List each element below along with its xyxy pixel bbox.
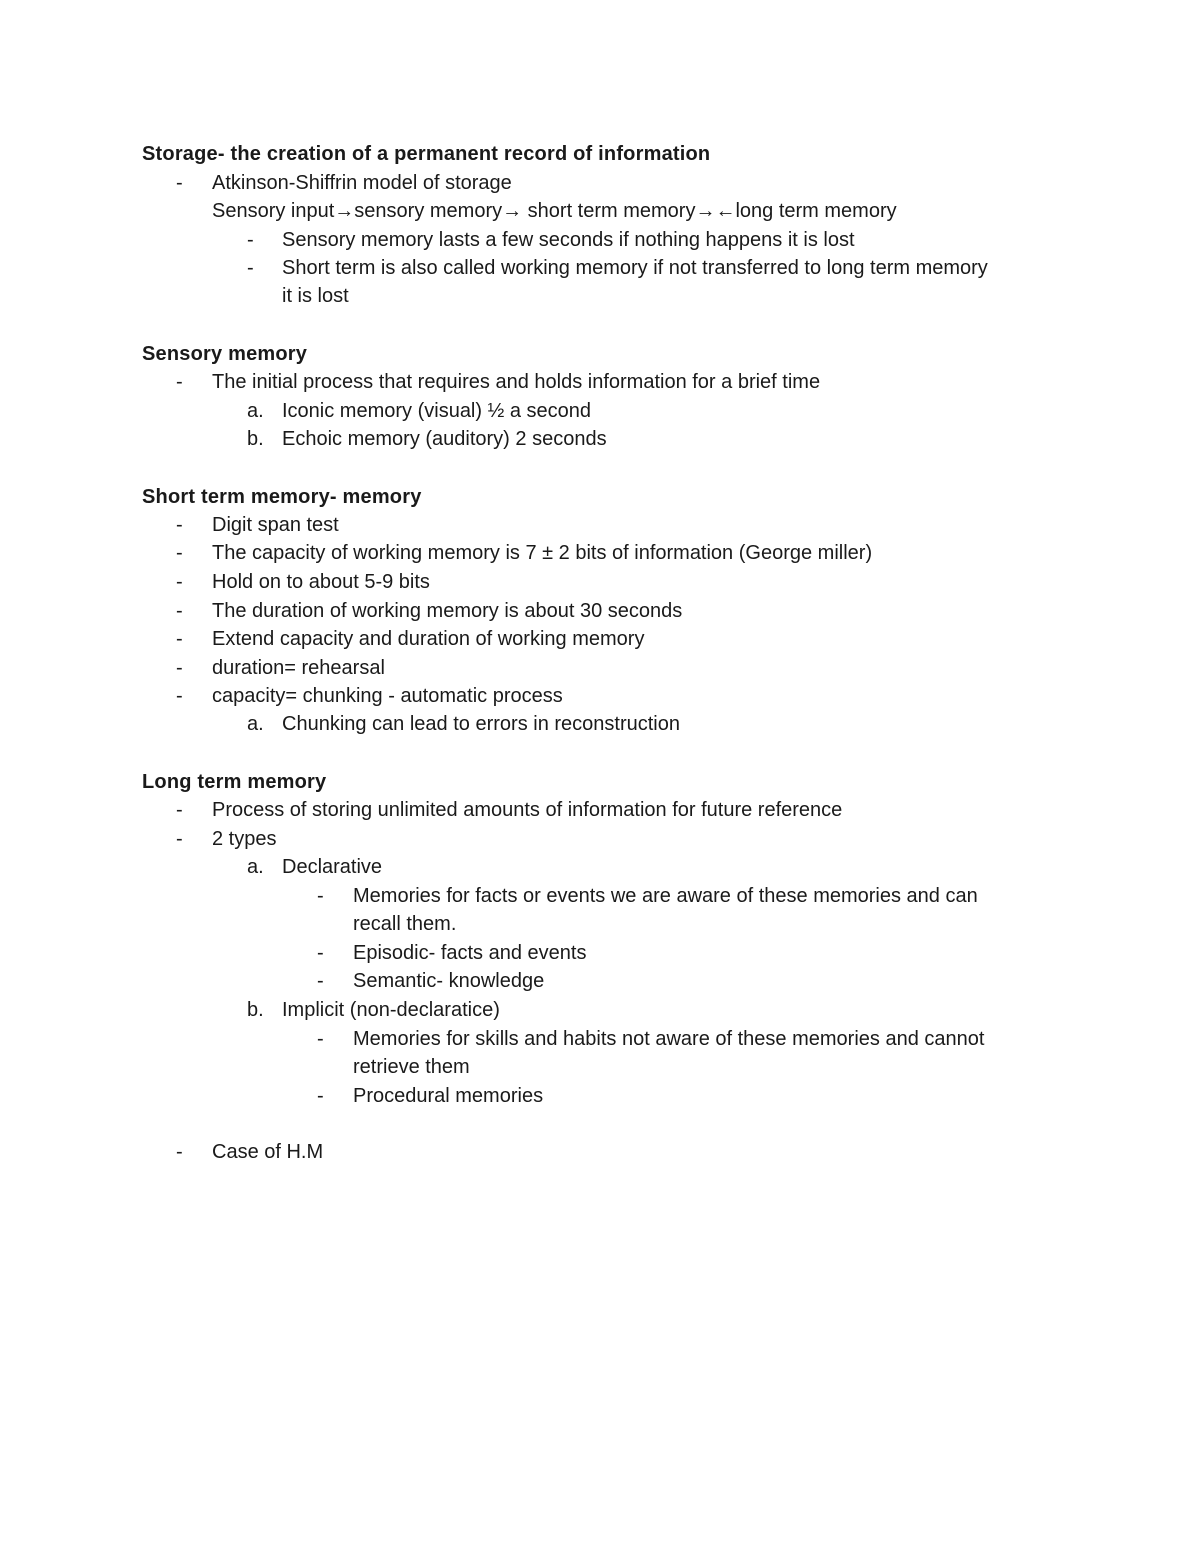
bullet-dash: - — [176, 542, 183, 564]
section-heading-long-term-memory: Long term memory — [142, 771, 327, 793]
bullet-dash: - — [317, 1085, 324, 1107]
section-heading-storage: Storage- the creation of a permanent record of information — [142, 143, 711, 165]
list-item: Atkinson-Shiffrin model of storage — [212, 172, 512, 194]
section-heading-sensory-memory: Sensory memory — [142, 343, 308, 365]
list-item: Procedural memories — [353, 1085, 544, 1107]
bullet-dash: - — [176, 628, 183, 650]
list-item: recall them. — [353, 913, 457, 935]
bullet-dash: - — [176, 685, 183, 707]
list-item: Short term is also called working memory if not transferred to long term memory — [282, 257, 988, 279]
bullet-letter-a: a. — [247, 400, 264, 422]
bullet-dash: - — [176, 600, 183, 622]
list-item: Process of storing unlimited amounts of information for future reference — [212, 799, 843, 821]
list-item: Digit span test — [212, 514, 339, 536]
bullet-dash: - — [317, 942, 324, 964]
list-item: capacity= chunking - automatic process — [212, 685, 563, 707]
bullet-dash: - — [176, 828, 183, 850]
list-item: The initial process that requires and holds information for a brief time — [212, 371, 821, 393]
bullet-dash: - — [176, 514, 183, 536]
bullet-dash: - — [317, 1028, 324, 1050]
bullet-dash: - — [247, 229, 254, 251]
list-item: Chunking can lead to errors in reconstruction — [282, 713, 680, 735]
bullet-dash: - — [317, 970, 324, 992]
list-item: it is lost — [282, 285, 349, 307]
bullet-dash: - — [176, 799, 183, 821]
list-item: Memories for facts or events we are aware of these memories and can — [353, 885, 978, 907]
section-heading-short-term-memory: Short term memory- memory — [142, 486, 422, 508]
bullet-dash: - — [317, 885, 324, 907]
bullet-dash: - — [176, 571, 183, 593]
bullet-dash: - — [176, 371, 183, 393]
bullet-dash: - — [176, 657, 183, 679]
list-item: Hold on to about 5-9 bits — [212, 571, 430, 593]
list-item: 2 types — [212, 828, 277, 850]
bullet-dash: - — [176, 1141, 183, 1163]
list-item: Echoic memory (auditory) 2 seconds — [282, 428, 607, 450]
list-item: The capacity of working memory is 7 ± 2 bits of information (George miller) — [212, 542, 873, 564]
bullet-letter-b: b. — [247, 999, 264, 1021]
list-item: Extend capacity and duration of working memory — [212, 628, 645, 650]
list-item: Sensory memory lasts a few seconds if nothing happens it is lost — [282, 229, 855, 251]
list-item: The duration of working memory is about 30 seconds — [212, 600, 683, 622]
bullet-letter-a: a. — [247, 713, 264, 735]
bullet-letter-b: b. — [247, 428, 264, 450]
bullet-dash: - — [247, 257, 254, 279]
list-item: retrieve them — [353, 1056, 470, 1078]
list-item: Memories for skills and habits not aware of these memories and cannot — [353, 1028, 985, 1050]
list-item: Declarative — [282, 856, 383, 878]
list-item: Semantic- knowledge — [353, 970, 545, 992]
list-item: Episodic- facts and events — [353, 942, 587, 964]
list-item: Case of H.M — [212, 1141, 324, 1163]
list-item: duration= rehearsal — [212, 657, 385, 679]
list-item: Sensory input→sensory memory→ short term memory→←long term memory — [212, 200, 897, 222]
bullet-dash: - — [176, 172, 183, 194]
list-item: Iconic memory (visual) ½ a second — [282, 400, 592, 422]
list-item: Implicit (non-declaratice) — [282, 999, 500, 1021]
bullet-letter-a: a. — [247, 856, 264, 878]
